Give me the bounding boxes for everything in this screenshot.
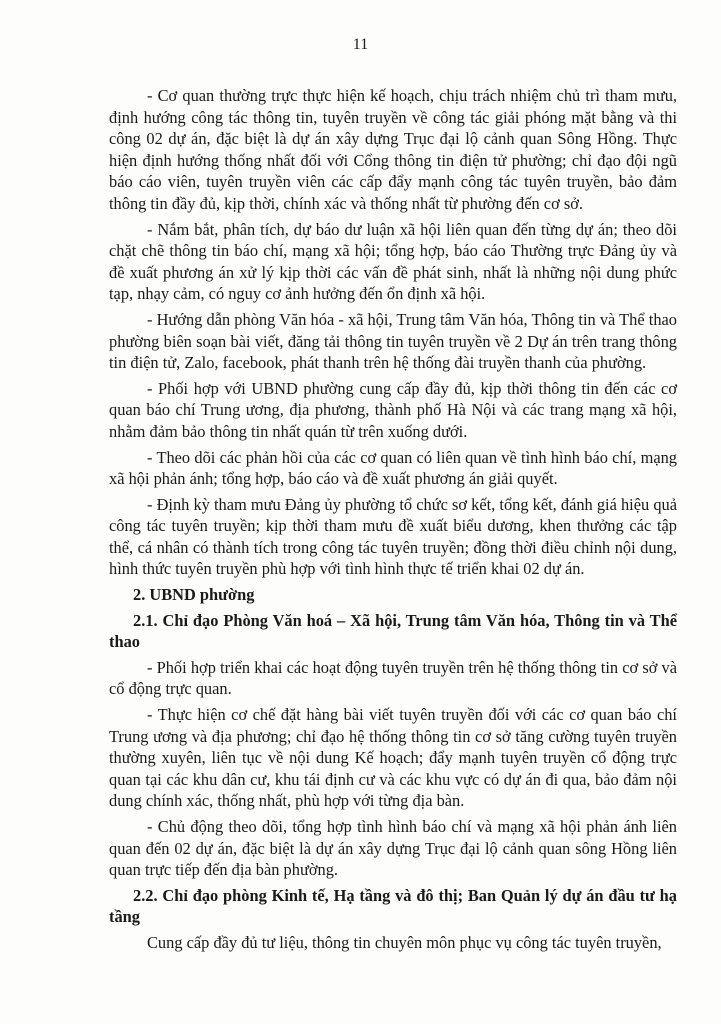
section-heading: 2. UBND phường	[133, 585, 255, 605]
subsection-heading: 2.1. Chỉ đạo Phòng Văn hoá – Xã hội, Trung tâm Văn hóa, Thông tin và Thể thao	[109, 610, 677, 652]
paragraph: - Hướng dẫn phòng Văn hóa - xã hội, Trung tâm Văn hóa, Thông tin và Thể thao phường biên soạn bài viết, đăng tải thông tin tuyên truyền về 2 Dự án trên trang thông tin điện tử, Zalo, facebook, phát thanh trên hệ thống đài truyền thanh của phường.	[109, 309, 677, 373]
paragraph: - Định kỳ tham mưu Đảng ủy phường tổ chức sơ kết, tổng kết, đánh giá hiệu quả công tác tuyên truyền; kịp thời tham mưu đề xuất biểu dương, khen thưởng các tập thể, cá nhân có thành tích trong công tác tuyên truyền; đồng thời điều chỉnh nội dung, hình thức tuyên truyền phù hợp với tình hình thực tế triển khai 02 dự án.	[109, 494, 677, 579]
document-body	[109, 85, 677, 958]
paragraph: - Chủ động theo dõi, tổng hợp tình hình báo chí và mạng xã hội phản ánh liên quan đến 02 dự án, đặc biệt là dự án xây dựng Trục đại lộ cảnh quan sông Hồng liên quan trực tiếp đến địa bàn phường.	[109, 817, 677, 880]
paragraph: - Phối hợp với UBND phường cung cấp đầy đủ, kịp thời thông tin đến các cơ quan báo chí Trung ương, địa phương, thành phố Hà Nội và các trang mạng xã hội, nhằm đảm bảo thông tin nhất quán từ trên xuống dưới.	[109, 378, 677, 441]
paragraph: - Phối hợp triển khai các hoạt động tuyên truyền trên hệ thống thông tin cơ sở và cổ động trực quan.	[109, 657, 677, 699]
paragraph: - Theo dõi các phản hồi của các cơ quan có liên quan về tình hình báo chí, mạng xã hội phản ánh; tổng hợp, báo cáo và đề xuất phương án giải quyết.	[109, 447, 677, 489]
page-number: 11	[352, 36, 369, 53]
paragraph: Cung cấp đầy đủ tư liệu, thông tin chuyên môn phục vụ công tác tuyên truyền,	[147, 932, 662, 952]
paragraph: - Cơ quan thường trực thực hiện kế hoạch, chịu trách nhiệm chủ trì tham mưu, định hướng công tác thông tin, tuyên truyền về công tác giải phóng mặt bằng và thi công 02 dự án, đặc biệt là dự án xây dựng Trục đại lộ cảnh quan Sông Hồng. Thực hiện định hướng thống nhất đối với Cổng thông tin điện tử phường; chỉ đạo đội ngũ báo cáo viên, tuyên truyền viên các cấp đẩy mạnh công tác tuyên truyền, bảo đảm thông tin đầy đủ, kịp thời, chính xác và thống nhất từ phường đến cơ sở.	[109, 86, 677, 213]
subsection-heading: 2.2. Chỉ đạo phòng Kinh tế, Hạ tầng và đô thị; Ban Quản lý dự án đầu tư hạ tầng	[109, 885, 677, 927]
paragraph: - Thực hiện cơ chế đặt hàng bài viết tuyên truyền đối với các cơ quan báo chí Trung ương và địa phương; chỉ đạo hệ thống thông tin cơ sở tăng cường tuyên truyền thường xuyên, liên tục về nội dung Kế hoạch; đẩy mạnh tuyên truyền cổ động trực quan tại các khu dân cư, khu tái định cư và các khu vực có dự án đi qua, bảo đảm nội dung chính xác, thống nhất, phù hợp với từng địa bàn.	[109, 705, 677, 811]
paragraph: - Nắm bắt, phân tích, dự báo dư luận xã hội liên quan đến từng dự án; theo dõi chặt chẽ thông tin báo chí, mạng xã hội; tổng hợp, báo cáo Thường trực Đảng ủy và đề xuất phương án xử lý kịp thời các vấn đề phát sinh, nhất là những nội dung phức tạp, nhạy cảm, có nguy cơ ảnh hưởng đến ổn định xã hội.	[109, 219, 677, 304]
